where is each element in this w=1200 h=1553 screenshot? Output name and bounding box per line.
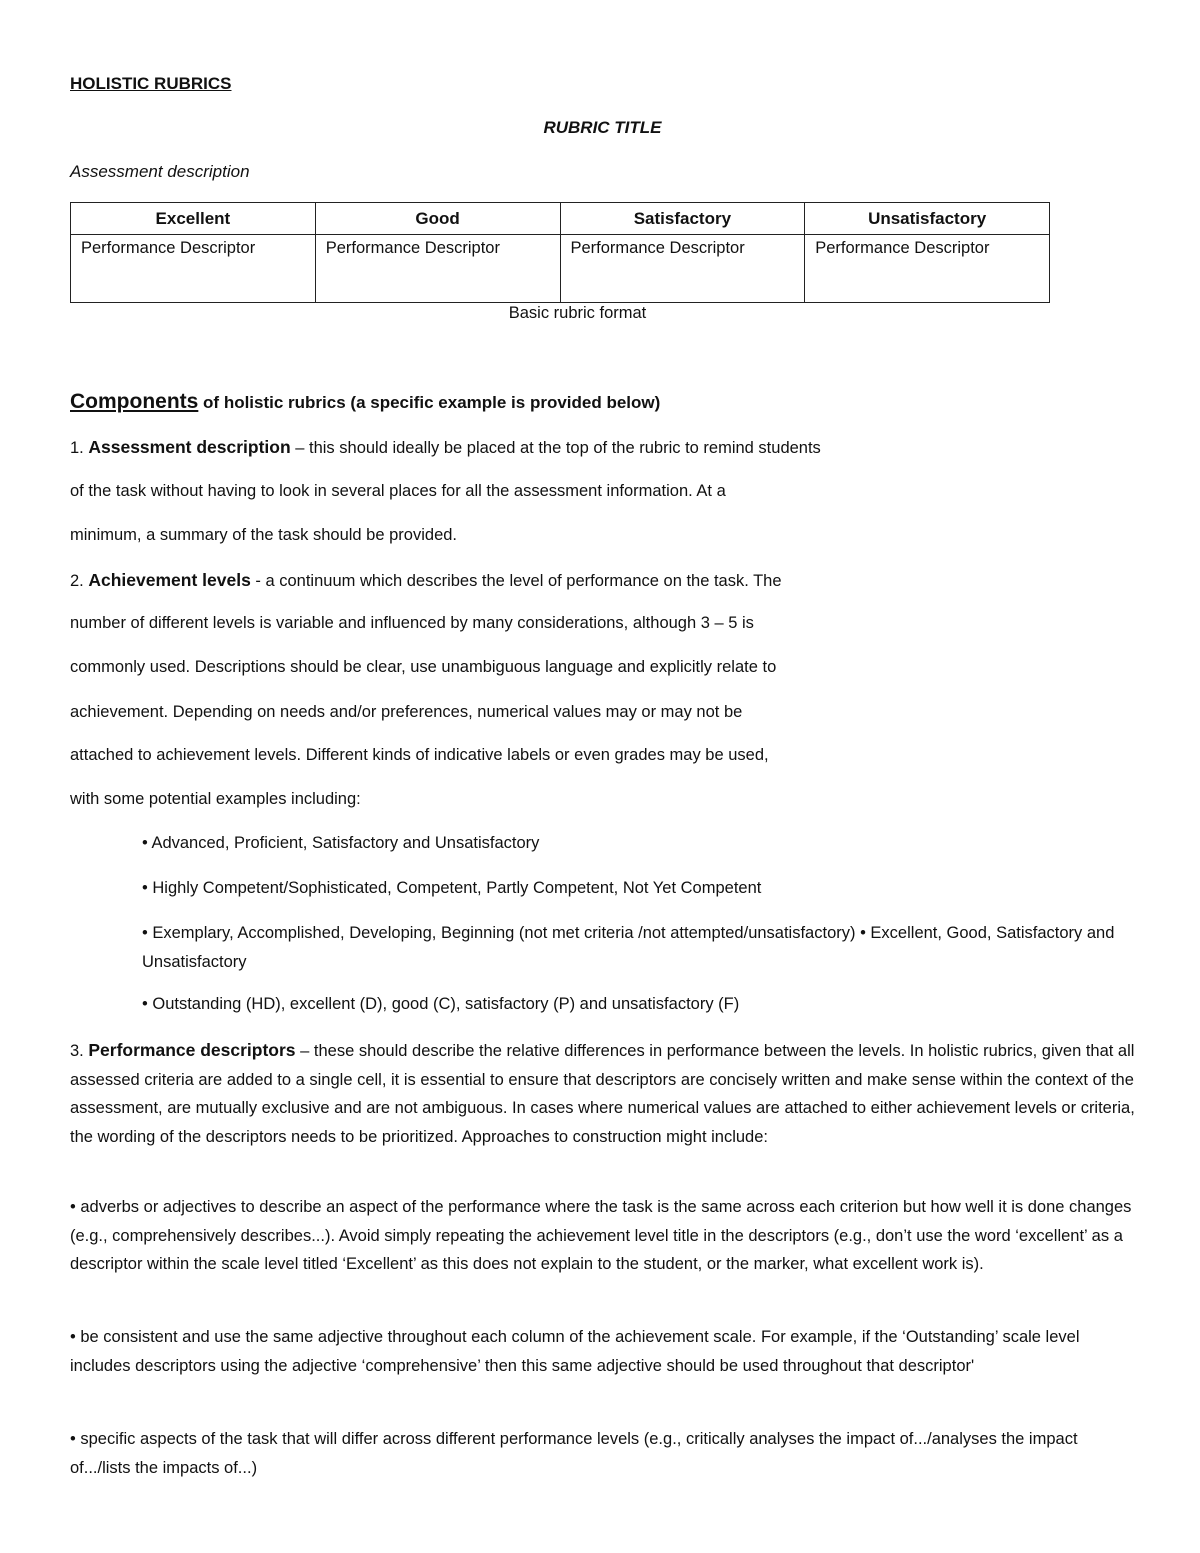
achievement-example-bullet: • Outstanding (HD), excellent (D), good (C), satisfactory (P) and unsatisfactory (F): [142, 995, 740, 1013]
section1-line: minimum, a summary of the task should be provided.: [70, 526, 458, 544]
section2-number: 2.: [70, 572, 89, 590]
descriptor-cell: Performance Descriptor: [71, 235, 316, 303]
construction-approach-bullet: • adverbs or adjectives to describe an aspect of the performance where the task is the same across each criterion but how well it is done changes (e.g., comprehensively describes...). Avoid simply repeating the achievement level title in the descriptors (e.g., don’t use the word ‘excellent’ as a descriptor within the scale level titled ‘Excellent’ as this does not explain to the student, or the marker, what excellent work is).: [70, 1198, 1132, 1273]
section2-line: attached to achievement levels. Different kinds of indicative labels or even grades may be used,: [70, 746, 769, 764]
section3-number: 3.: [70, 1042, 89, 1060]
section3-paragraph: [70, 1036, 1135, 1151]
section1-line: of the task without having to look in several places for all the assessment information. At a: [70, 482, 726, 500]
section1-number: 1.: [70, 439, 89, 457]
components-heading-rest: of holistic rubrics (a specific example is provided below): [198, 393, 661, 412]
table-caption: Basic rubric format: [508, 304, 647, 322]
document-heading: HOLISTIC RUBRICS: [70, 74, 232, 93]
components-heading-word: Components: [70, 390, 199, 413]
section3-text: – these should describe the relative differences in performance between the levels. In holistic rubrics, given that all assessed criteria are added to a single cell, it is essential to ensure that descriptors are concisely written and make sense within the context of the assessment, are mutually exclusive and are not ambiguous. In cases where numerical values are attached to either achievement levels or criteria, the wording of the descriptors needs to be prioritized. Approaches to construction might include:: [70, 1042, 1135, 1146]
descriptor-cell: Performance Descriptor: [560, 235, 805, 303]
achievement-example-bullet: • Advanced, Proficient, Satisfactory and Unsatisfactory: [142, 834, 540, 852]
section2-line: commonly used. Descriptions should be clear, use unambiguous language and explicitly relate to: [70, 658, 777, 676]
descriptor-cell: Performance Descriptor: [805, 235, 1050, 303]
header-satisfactory: Satisfactory: [560, 203, 805, 235]
descriptor-cell: Performance Descriptor: [315, 235, 560, 303]
section2-text: - a continuum which describes the level of performance on the task. The: [250, 572, 782, 590]
assessment-description-label: Assessment description: [70, 162, 250, 181]
section2-line: with some potential examples including:: [70, 790, 361, 808]
components-heading: [70, 390, 660, 414]
achievement-example-bullet: • Exemplary, Accomplished, Developing, Beginning (not met criteria /not attempted/unsatisfactory) • Excellent, Good, Satisfactory and Unsatisfactory: [142, 924, 1115, 971]
achievement-example-bullet: • Highly Competent/Sophisticated, Competent, Partly Competent, Not Yet Competent: [142, 879, 762, 897]
rubric-title: RUBRIC TITLE: [543, 118, 662, 137]
header-good: Good: [315, 203, 560, 235]
header-excellent: Excellent: [71, 203, 316, 235]
rubric-table: [70, 202, 1050, 303]
construction-approach-bullet: • be consistent and use the same adjective throughout each column of the achievement scale. For example, if the ‘Outstanding’ scale level includes descriptors using the adjective ‘comprehensive’ then this same adjective should be used throughout that descriptor': [70, 1328, 1080, 1375]
header-unsatisfactory: Unsatisfactory: [805, 203, 1050, 235]
section1-text: – this should ideally be placed at the top of the rubric to remind students: [290, 439, 821, 457]
section2-line: [70, 570, 782, 591]
section2-line: number of different levels is variable and influenced by many considerations, although 3 – 5 is: [70, 614, 754, 632]
construction-approach-bullet: • specific aspects of the task that will differ across different performance levels (e.g., critically analyses the impact of.../analyses the impact of.../lists the impacts of...): [70, 1430, 1078, 1477]
section3-term: Performance descriptors: [88, 1040, 296, 1060]
rubric-header-row: [71, 203, 1050, 235]
section1-term: Assessment description: [88, 437, 291, 457]
rubric-descriptor-row: [71, 235, 1050, 303]
section2-term: Achievement levels: [88, 570, 251, 590]
section1-line: [70, 437, 821, 458]
section2-line: achievement. Depending on needs and/or preferences, numerical values may or may not be: [70, 703, 743, 721]
